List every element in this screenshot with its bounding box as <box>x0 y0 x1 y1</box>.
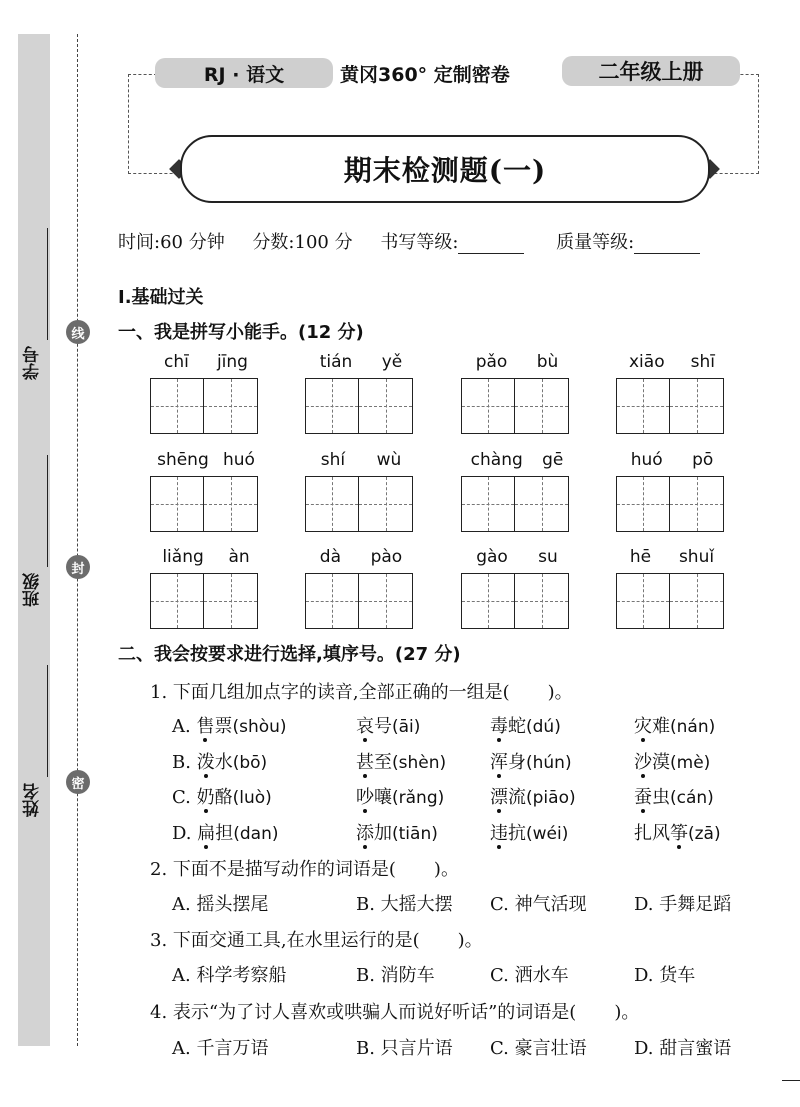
quality-grade-blank[interactable] <box>634 235 700 254</box>
pinyin-label <box>305 547 417 571</box>
writing-cell[interactable] <box>358 378 413 434</box>
writing-cells <box>150 573 258 629</box>
option-word <box>356 748 446 774</box>
pinyin-label <box>461 547 573 571</box>
char: 身 <box>508 751 526 773</box>
char: 号 <box>374 716 392 737</box>
char: 抗 <box>508 822 526 844</box>
class-label: 班级 <box>23 573 43 607</box>
option[interactable]: C. 洒水车 <box>490 965 569 986</box>
pinyin-syllable: pào <box>370 547 403 567</box>
question-4: 4. 表示“为了讨人喜欢或哄骗人而说好听话”的词语是( )。 <box>150 1002 640 1023</box>
pinyin-reading: (bō) <box>232 752 268 773</box>
option-word <box>490 712 561 738</box>
writing-grade: 书写等级: <box>380 232 524 253</box>
pinyin-syllable: xiāo <box>629 352 665 372</box>
part-heading: Ⅰ.基础过关 <box>118 287 204 308</box>
pinyin-syllable: liǎng <box>162 547 204 567</box>
option-label: A. <box>172 716 191 737</box>
option[interactable]: C. 豪言壮语 <box>490 1038 587 1059</box>
class-field <box>18 455 50 615</box>
writing-cells <box>461 573 569 629</box>
char: 酪 <box>214 787 233 808</box>
option-word <box>356 819 438 845</box>
option-label: D. <box>172 822 192 844</box>
pinyin-syllable: pō <box>692 450 714 470</box>
grade-badge: 二年级上册 <box>562 56 740 86</box>
dotted-char: 售 <box>196 716 215 737</box>
writing-cells <box>150 378 258 434</box>
option-word <box>172 783 272 809</box>
pinyin-syllable: jīng <box>216 352 248 372</box>
series-name: 黄冈360° 定制密卷 <box>340 64 510 86</box>
dotted-char: 蚕 <box>634 787 652 808</box>
writing-cells <box>305 476 413 532</box>
quality-grade: 质量等级: <box>556 232 700 253</box>
char: 扎风 <box>634 822 670 844</box>
option-word <box>490 819 568 845</box>
seal-secret-mark: 密 <box>66 770 90 794</box>
pinyin-syllable: chī <box>164 352 189 372</box>
pinyin-label <box>305 450 417 474</box>
pinyin-label <box>461 450 573 474</box>
pinyin-syllable: shí <box>320 450 346 470</box>
option-word <box>356 783 444 809</box>
pinyin-syllable: dà <box>319 547 341 567</box>
pinyin-label <box>305 352 417 376</box>
pinyin-label <box>616 547 728 571</box>
writing-cell[interactable] <box>305 476 359 532</box>
option-word <box>490 783 576 809</box>
student-id-field <box>18 228 50 388</box>
writing-cells <box>305 378 413 434</box>
dotted-char: 灾 <box>634 716 652 737</box>
writing-cell[interactable] <box>305 378 359 434</box>
option[interactable]: C. 神气活现 <box>490 894 587 915</box>
char: 漠 <box>652 751 670 773</box>
dotted-char: 违 <box>490 822 508 844</box>
char: 水 <box>214 751 233 773</box>
writing-cell[interactable] <box>203 378 258 434</box>
pinyin-syllable: bù <box>536 352 559 372</box>
option-word <box>634 783 714 809</box>
seal-seal-mark: 封 <box>66 555 90 579</box>
writing-cells <box>461 476 569 532</box>
writing-cell[interactable] <box>150 476 204 532</box>
writing-cell[interactable] <box>305 573 359 629</box>
exam-info <box>118 228 700 254</box>
pinyin-syllable: shī <box>690 352 715 372</box>
dotted-char: 奶 <box>196 787 215 808</box>
pinyin-label <box>461 352 573 376</box>
pinyin-reading: (hún) <box>526 752 572 773</box>
pinyin-reading: (piāo) <box>526 788 576 808</box>
pinyin-reading: (luò) <box>232 788 272 808</box>
pinyin-reading: (āi) <box>392 717 421 737</box>
writing-cell[interactable] <box>461 378 515 434</box>
char: 虫 <box>652 787 670 808</box>
option[interactable]: B. 大摇大摆 <box>356 894 453 915</box>
option-word <box>172 819 279 845</box>
pinyin-label <box>616 450 728 474</box>
writing-cell[interactable] <box>358 573 413 629</box>
char: 难 <box>652 716 670 737</box>
pinyin-reading: (tiān) <box>392 823 438 844</box>
option[interactable]: A. 科学考察船 <box>172 965 287 986</box>
char: 票 <box>214 716 233 737</box>
pinyin-reading: (dan) <box>233 823 279 844</box>
question-3: 3. 下面交通工具,在水里运行的是( )。 <box>150 930 483 951</box>
dotted-char: 漂 <box>490 787 508 808</box>
writing-cell[interactable] <box>669 573 724 629</box>
writing-cell[interactable] <box>150 573 204 629</box>
header-frame-right <box>704 74 759 174</box>
writing-cells <box>616 378 724 434</box>
question-1: 1. 下面几组加点字的读音,全部正确的一组是( )。 <box>150 682 573 703</box>
option-word <box>490 748 572 774</box>
dotted-char: 泼 <box>196 751 215 773</box>
writing-cell[interactable] <box>461 476 515 532</box>
dotted-char: 哀 <box>356 716 374 737</box>
writing-cell[interactable] <box>616 476 670 532</box>
pinyin-syllable: su <box>538 547 558 567</box>
writing-cell[interactable] <box>669 378 724 434</box>
pinyin-syllable: gào <box>476 547 508 567</box>
char: 流 <box>508 787 526 808</box>
writing-cell[interactable] <box>616 573 670 629</box>
writing-cell[interactable] <box>669 476 724 532</box>
dotted-char: 沙 <box>634 751 652 773</box>
writing-cell[interactable] <box>358 476 413 532</box>
cut-line <box>77 34 78 1046</box>
char: 加 <box>374 822 392 844</box>
pinyin-syllable: tián <box>319 352 353 372</box>
option[interactable]: A. 千言万语 <box>172 1038 269 1059</box>
pinyin-syllable: gē <box>542 450 564 470</box>
writing-grade-blank[interactable] <box>458 235 524 254</box>
writing-cell[interactable] <box>150 378 204 434</box>
pinyin-syllable: huó <box>222 450 255 470</box>
writing-cell[interactable] <box>514 476 569 532</box>
exam-title: 期末检测题(一) <box>180 135 710 203</box>
pinyin-reading: (mè) <box>670 752 711 773</box>
writing-cell[interactable] <box>461 573 515 629</box>
pinyin-reading: (shèn) <box>392 752 447 773</box>
writing-cells <box>616 476 724 532</box>
char: 担 <box>215 822 234 844</box>
pinyin-reading: (cán) <box>670 788 714 808</box>
name-label: 姓名 <box>23 783 43 817</box>
option[interactable]: D. 甜言蜜语 <box>634 1038 732 1059</box>
time-limit: 时间:60 分钟 <box>118 232 225 253</box>
writing-cell[interactable] <box>203 573 258 629</box>
char: 嚷 <box>374 787 392 808</box>
writing-cell[interactable] <box>514 378 569 434</box>
option[interactable]: B. 只言片语 <box>356 1038 453 1059</box>
pinyin-syllable: chàng <box>470 450 523 470</box>
pinyin-reading: (shòu) <box>232 717 287 737</box>
option[interactable]: B. 消防车 <box>356 965 435 986</box>
writing-cell[interactable] <box>616 378 670 434</box>
option-word <box>634 819 721 845</box>
pinyin-syllable: àn <box>228 547 250 567</box>
option[interactable]: D. 手舞足蹈 <box>634 894 732 915</box>
char: 蛇 <box>508 716 526 737</box>
seal-line-mark: 线 <box>66 320 90 344</box>
total-score: 分数:100 分 <box>252 232 353 253</box>
pinyin-syllable: huó <box>630 450 663 470</box>
option-word <box>172 748 267 774</box>
writing-cells <box>616 573 724 629</box>
writing-cells <box>461 378 569 434</box>
pinyin-reading: (nán) <box>670 717 716 737</box>
page-corner-mark <box>782 1080 800 1081</box>
subject-badge: RJ · 语文 <box>155 58 333 88</box>
writing-cells <box>150 476 258 532</box>
pinyin-syllable: hē <box>629 547 652 567</box>
pinyin-syllable: wù <box>376 450 402 470</box>
dotted-char: 毒 <box>490 716 508 737</box>
option-label: C. <box>172 787 191 808</box>
section1-title: 一、我是拼写小能手。(12 分) <box>118 322 364 343</box>
dotted-char: 扁 <box>197 822 216 844</box>
pinyin-label <box>150 352 262 376</box>
pinyin-reading: (wéi) <box>526 823 569 844</box>
section2-title: 二、我会按要求进行选择,填序号。(27 分) <box>118 644 461 665</box>
pinyin-syllable: shēng <box>157 450 209 470</box>
writing-cell[interactable] <box>203 476 258 532</box>
dotted-char: 甚 <box>356 751 374 773</box>
option[interactable]: A. 摇头摆尾 <box>172 894 269 915</box>
pinyin-reading: (dú) <box>526 717 561 737</box>
option-word <box>172 712 287 738</box>
pinyin-syllable: pǎo <box>475 352 508 372</box>
dotted-char: 浑 <box>490 751 508 773</box>
pinyin-reading: (zā) <box>688 823 721 844</box>
header-frame-left <box>128 74 183 174</box>
writing-cell[interactable] <box>514 573 569 629</box>
student-id-label: 学号 <box>23 346 43 380</box>
option-word <box>634 712 715 738</box>
question-2: 2. 下面不是描写动作的词语是( )。 <box>150 859 459 880</box>
class-blank[interactable] <box>47 455 48 567</box>
dotted-char: 吵 <box>356 787 374 808</box>
pinyin-syllable: shuǐ <box>678 547 715 567</box>
dotted-char: 添 <box>356 822 374 844</box>
student-id-blank[interactable] <box>47 228 48 340</box>
option[interactable]: D. 货车 <box>634 965 696 986</box>
option-word <box>356 712 420 738</box>
name-field <box>18 665 50 825</box>
char: 至 <box>374 751 392 773</box>
pinyin-reading: (rǎng) <box>392 788 445 808</box>
option-label: B. <box>172 751 191 773</box>
dotted-char: 筝 <box>670 822 688 844</box>
option-word <box>634 748 710 774</box>
pinyin-label <box>150 547 262 571</box>
pinyin-syllable: yě <box>381 352 403 372</box>
name-blank[interactable] <box>47 665 48 777</box>
writing-cells <box>305 573 413 629</box>
pinyin-label <box>616 352 728 376</box>
pinyin-label <box>150 450 262 474</box>
